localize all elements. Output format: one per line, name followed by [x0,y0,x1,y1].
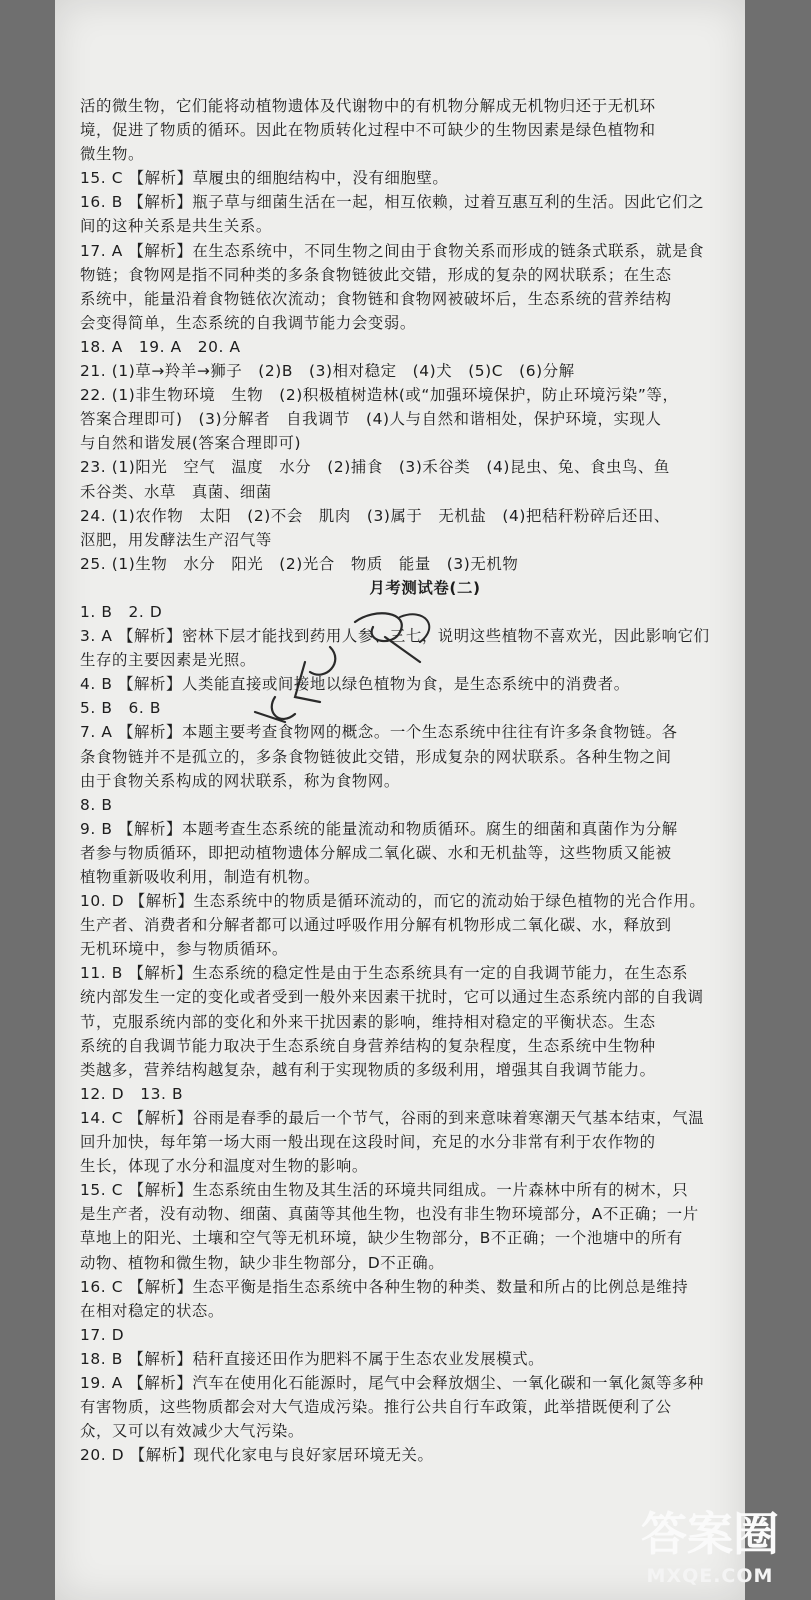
text-line: 16. B 【解析】瓶子草与细菌生活在一起，相互依赖，过着互惠互利的生活。因此它们之 [80,193,705,212]
text-line: 者参与物质循环，即把动植物遗体分解成二氧化碳、水和无机盐等，这些物质又能被 [80,843,672,862]
text-line: 会变得简单，生态系统的自我调节能力会变弱。 [80,313,416,332]
text-line: 类越多，营养结构越复杂，越有利于实现物质的多级利用，增强其自我调节能力。 [80,1060,656,1079]
text-line: 15. C 【解析】生态系统由生物及其生活的环境共同组成。一片森林中所有的树木，只 [80,1181,689,1200]
svg-text:答案圈: 答案圈 [641,1507,779,1561]
text-line: 由于食物关系构成的网状联系，称为食物网。 [80,771,400,790]
text-line: 动物、植物和微生物，缺少非生物部分，D不正确。 [80,1253,445,1272]
text-line: 生存的主要因素是光照。 [80,651,256,670]
text-line: 在相对稳定的状态。 [80,1301,224,1320]
text-line: 与自然和谐发展(答案合理即可) [80,434,302,453]
text-line: 25. (1)生物 水分 阳光 (2)光合 物质 能量 (3)无机物 [80,554,519,573]
handwritten-scribble [235,602,455,732]
text-line: 微生物。 [80,145,144,164]
answer-text [80,94,740,1467]
text-line: 生长，体现了水分和温度对生物的影响。 [80,1157,368,1176]
text-line: 沤肥，用发酵法生产沼气等 [80,530,272,549]
text-line: 20. D 【解析】现代化家电与良好家居环境无关。 [80,1446,434,1465]
text-line: 系统中，能量沿着食物链依次流动；食物链和食物网被破坏后，生态系统的营养结构 [80,289,672,308]
text-line: 10. D 【解析】生态系统中的物质是循环流动的，而它的流动始于绿色植物的光合作用。 [80,892,706,911]
text-line: 17. A 【解析】在生态系统中，不同生物之间由于食物关系而形成的链条式联系，就是食 [80,241,705,260]
text-line: 无机环境中，参与物质循环。 [80,940,288,959]
text-line: 4. B 【解析】人类能直接或间接地以绿色植物为食，是生态系统中的消费者。 [80,675,630,694]
text-line: 14. C 【解析】谷雨是春季的最后一个节气，谷雨的到来意味着寒潮天气基本结束，气温 [80,1108,705,1127]
watermark-logo-icon [620,1500,800,1562]
text-line: 17. D [80,1325,125,1344]
text-line: 是生产者，没有动物、细菌、真菌等其他生物，也没有非生物环境部分，A不正确；一片 [80,1205,699,1224]
text-line: 8. B [80,795,113,814]
text-line: 生产者、消费者和分解者都可以通过呼吸作用分解有机物形成二氧化碳、水，释放到 [80,916,672,935]
text-line: 节，克服系统内部的变化和外来干扰因素的影响，维持相对稳定的平衡状态。生态 [80,1012,656,1031]
text-line: 12. D 13. B [80,1084,184,1103]
text-line: 19. A 【解析】汽车在使用化石能源时，尾气中会释放烟尘、一氧化碳和一氧化氮等多种 [80,1373,705,1392]
text-line: 众，又可以有效减少大气污染。 [80,1422,304,1441]
text-line: 间的这种关系是共生关系。 [80,217,272,236]
section-heading: 月考测试卷(二) [369,578,481,597]
text-line: 15. C 【解析】草履虫的细胞结构中，没有细胞壁。 [80,169,449,188]
text-line: 24. (1)农作物 太阳 (2)不会 肌肉 (3)属于 无机盐 (4)把秸秆粉碎后还田、 [80,506,670,525]
text-line: 16. C 【解析】生态平衡是指生态系统中各种生物的种类、数量和所占的比例总是维持 [80,1277,689,1296]
text-line: 有害物质，这些物质都会对大气造成污染。推行公共自行车政策，此举措既便利了公 [80,1398,672,1417]
text-line: 活的微生物，它们能将动植物遗体及代谢物中的有机物分解成无机物归还于无机环 [80,97,656,115]
text-line: 草地上的阳光、土壤和空气等无机环境，缺少生物部分，B不正确；一个池塘中的所有 [80,1229,683,1248]
site-watermark [620,1500,800,1595]
text-line: 11. B 【解析】生态系统的稳定性是由于生态系统具有一定的自我调节能力，在生态系 [80,964,689,983]
text-line: 23. (1)阳光 空气 温度 水分 (2)捕食 (3)禾谷类 (4)昆虫、兔、食虫鸟、鱼 [80,458,670,477]
text-line: 5. B 6. B [80,699,162,718]
text-line: 境，促进了物质的循环。因此在物质转化过程中不可缺少的生物因素是绿色植物和 [80,121,656,140]
text-line: 3. A 【解析】密林下层才能找到药用人参、三七，说明这些植物不喜欢光，因此影响它们 [80,627,710,646]
text-line: 禾谷类、水草 真菌、细菌 [80,482,272,501]
text-line: 1. B 2. D [80,602,163,621]
text-line: 22. (1)非生物环境 生物 (2)积极植树造林(或“加强环境保护，防止环境污染”等， [80,386,679,405]
text-line: 物链；食物网是指不同种类的多条食物链彼此交错，形成的复杂的网状联系；在生态 [80,265,672,284]
text-line: 答案合理即可) (3)分解者 自我调节 (4)人与自然和谐相处，保护环境，实现人 [80,410,662,429]
text-line: 7. A 【解析】本题主要考查食物网的概念。一个生态系统中往往有许多条食物链。各 [80,723,678,742]
text-line: 条食物链并不是孤立的，多条食物链彼此交错，形成复杂的网状联系。各种生物之间 [80,747,672,766]
text-line: 系统的自我调节能力取决于生态系统自身营养结构的复杂程度，生态系统中生物种 [80,1036,656,1055]
text-line: 18. B 【解析】秸秆直接还田作为肥料不属于生态农业发展模式。 [80,1349,545,1368]
watermark-url: MXQE.COM [646,1565,774,1587]
text-line: 9. B 【解析】本题考查生态系统的能量流动和物质循环。腐生的细菌和真菌作为分解 [80,819,678,838]
text-line: 植物重新吸收利用，制造有机物。 [80,868,320,886]
text-line: 回升加快，每年第一场大雨一般出现在这段时间，充足的水分非常有利于农作物的 [80,1133,656,1152]
text-line: 21. (1)草→羚羊→狮子 (2)B (3)相对稳定 (4)犬 (5)C (6)分解 [80,362,575,381]
text-line: 18. A 19. A 20. A [80,337,241,356]
text-line: 统内部发生一定的变化或者受到一般外来因素干扰时，它可以通过生态系统内部的自我调 [80,988,704,1007]
